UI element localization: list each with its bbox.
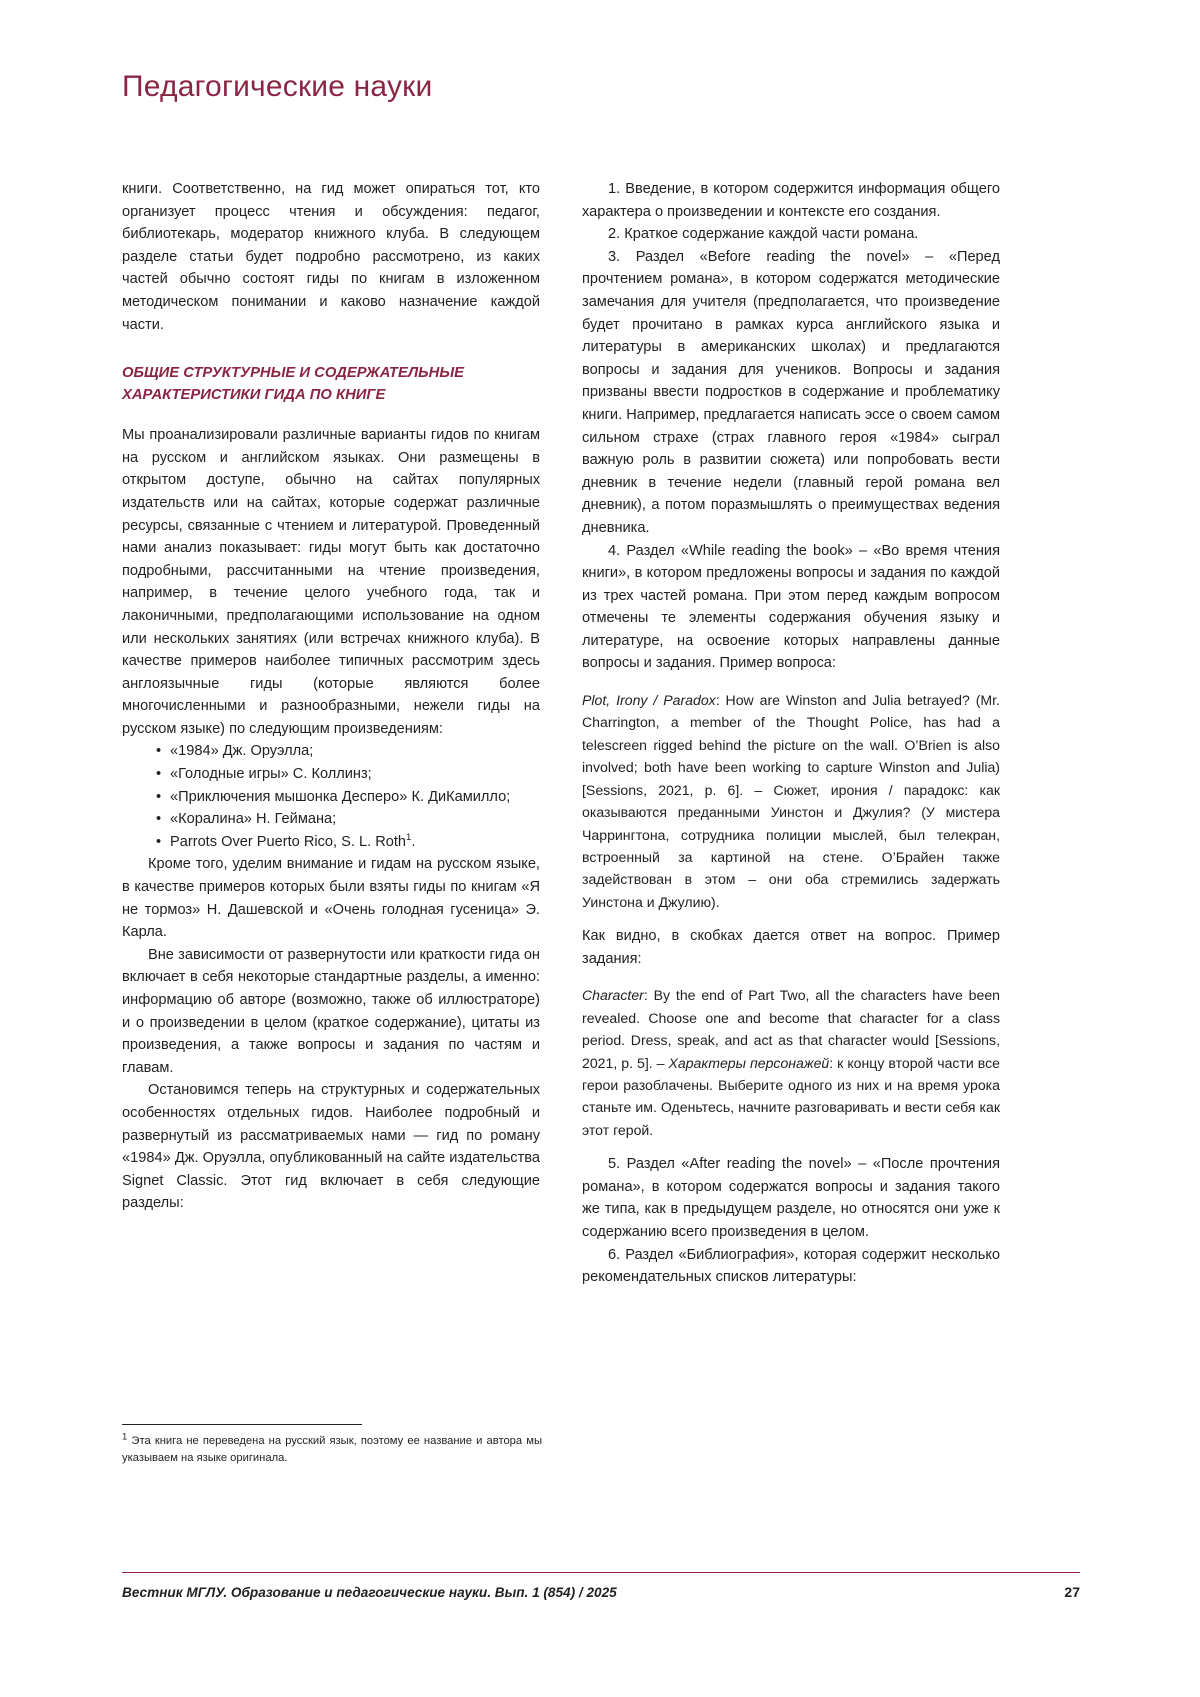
page-number: 27 [1064,1584,1080,1600]
numbered-item-6: 6. Раздел «Библиография», которая содержит несколько рекомендательных списков литературы: [582,1246,1000,1286]
footnote [122,1433,542,1467]
spacer [582,1141,1000,1153]
journal-citation: Вестник МГЛУ. Образование и педагогические науки. Вып. 1 (854) / 2025 [122,1585,617,1600]
numbered-item-1: 1. Введение, в котором содержится информация общего характера о произведении и контексте его создания. [582,181,1000,220]
page-footer [122,1572,1080,1600]
section-heading: ОБЩИЕ СТРУКТУРНЫЕ И СОДЕРЖАТЕЛЬНЫЕ ХАРАКТЕРИСТИКИ ГИДА ПО КНИГЕ [122,365,465,404]
list-item-label: Parrots Over Puerto Rico, S. L. Roth [170,833,407,850]
paragraph-standard-sections: Вне зависимости от развернутости или краткости гида он включает в себя некоторые стандартные разделы, а именно: информацию об авторе (возможно, также об иллюстраторе) и о произведении в целом (краткое содержание), цитаты из произведения, а также вопросы и задания по частям и главам. [122,946,540,1076]
list-item-tail: . [411,833,416,850]
quote-text-ru: : к концу второй части все герои разоблачены. Выберите одного из них и на время урока станьте им. Оденьтесь, начните разговаривать и вести себя как этот герой. [582,1054,1000,1138]
quote-label: Plot, Irony / Paradox [582,692,716,709]
list-item: • «Приключения мышонка Десперо» К. ДиКамилло; [156,786,540,809]
example-task-quote [582,984,1000,1141]
book-list [122,740,540,853]
footnote-text: Эта книга не переведена на русский язык, поэтому ее название и автора мы указываем на языке оригинала. [122,1435,542,1464]
left-column [122,178,540,1289]
paragraph-signet-guide: Остановимся теперь на структурных и содержательных особенностях отдельных гидов. Наиболее подробный и развернутый из рассматриваемых нами — гид по роману «1984» Дж. Оруэлла, опубликованный на сайте издательства Signet Classic. Этот гид включает в себя следующие разделы: [122,1082,540,1212]
numbered-item-2: 2. Краткое содержание каждой части романа. [608,226,919,243]
quote-text: : How are Winston and Julia betrayed? (Mr. Charrington, a member of the Thought Police, has had a telescreen rigged behind the picture on the wall. O’Brien is also involved; both have been working to capture Winston and Julia) [Sessions, 2021, p. 6]. – Сюжет, ирония / парадокс: как оказываются преданными Уинстон и Джулия? (У мистера Чаррингтона, сотрудника полиции мыслей, был телекран, встроенный за картиной на стене. О’Брайен также задействован в этом – они оба стремились задержать Уинстона и Джулию). [582,692,1000,910]
two-column-body [122,178,1080,1289]
list-item: • «Голодные игры» С. Коллинз; [156,763,540,786]
list-item-with-footnote [156,831,540,854]
quote-text: : By the end of Part Two, all the characters have been revealed. Choose one and become that character for a class period. Dress, speak, and act as that character would [Sessions, 2021, p. 5]. – [582,987,1000,1071]
numbered-item-3: 3. Раздел «Before reading the novel» – «Перед прочтением романа», в котором содержатся методические замечания для учителя (предполагается, что произведение будет прочитано в рамках курса английского языка и литературы в американских школах) и предлагаются вопросы и задания для учеников. Вопросы и задания призваны ввести подростков в содержание и проблематику книги. Например, предлагается написать эссе о своем самом сильном страхе (страх главного героя «1984» сыграл важную роль в развитии сюжета) или попробовать вести дневник в течение недели (главный герой романа вел дневник), а потом поразмышлять о преимуществах ведения дневника. [582,248,1000,536]
list-item: • «1984» Дж. Оруэлла; [156,740,540,763]
paragraph-russian-guides: Кроме того, уделим внимание и гидам на русском языке, в качестве примеров которых были взяты гиды по книгам «Я не тормоз» Н. Дашевской и «Очень голодная гусеница» Э. Карла. [122,856,540,941]
numbered-item-4: 4. Раздел «While reading the book» – «Во время чтения книги», в котором предложены вопросы и задания по каждой из трех частей романа. При этом перед каждым вопросом отмечены те элементы содержания обучения языку и литературе, на освоение которых направлены данные вопросы и задания. Пример вопроса: [582,542,1000,672]
paragraph-analysis: Мы проанализировали различные варианты гидов по книгам на русском и английском языках. Они размещены в открытом доступе, обычно на сайтах популярных издательств или на сайтах, которые содержат различные ресурсы, связанные с чтением и литературой. Проведенный нами анализ показывает: гиды могут быть как достаточно подробными, рассчитанными на чтение произведения, например, в течение целого учебного года, так и лаконичными, предполагающими использование на одном или нескольких занятиях (или встречах книжного клуба). В качестве примеров наиболее типичных рассмотрим здесь англоязычные гиды (которые являются более многочисленными и разнообразными, нежели гиды на русском языке) по следующим произведениям: [122,427,540,737]
quote-label-ru: Характеры персонажей [668,1054,830,1071]
example-question-quote [582,689,1000,913]
list-item: • «Коралина» Н. Геймана; [156,808,540,831]
numbered-item-5: 5. Раздел «After reading the novel» – «После прочтения романа», в котором содержатся вопросы и задания такого же типа, как в предыдущем разделе, но относятся они уже к содержанию всего произведения в целом. [582,1156,1000,1240]
footnote-marker: 1 [122,1431,128,1443]
quote-label: Character [582,987,644,1004]
page-title: Педагогические науки [122,70,433,103]
right-column [582,178,1000,1289]
footnote-marker: 1 [406,831,412,843]
footnote-divider [122,1424,362,1425]
paragraph-after-quote: Как видно, в скобках дается ответ на вопрос. Пример задания: [582,928,1000,967]
spacer [582,913,1000,925]
paragraph-continuation: книги. Соответственно, на гид может опираться тот, кто организует процесс чтения и обсуждения: педагог, библиотекарь, модератор книжного клуба. В следующем разделе статьи будет подробно рассмотрено, из каких частей обычно состоят гиды по книгам в изложенном методическом понимании и каково назначение каждой части. [122,181,540,333]
